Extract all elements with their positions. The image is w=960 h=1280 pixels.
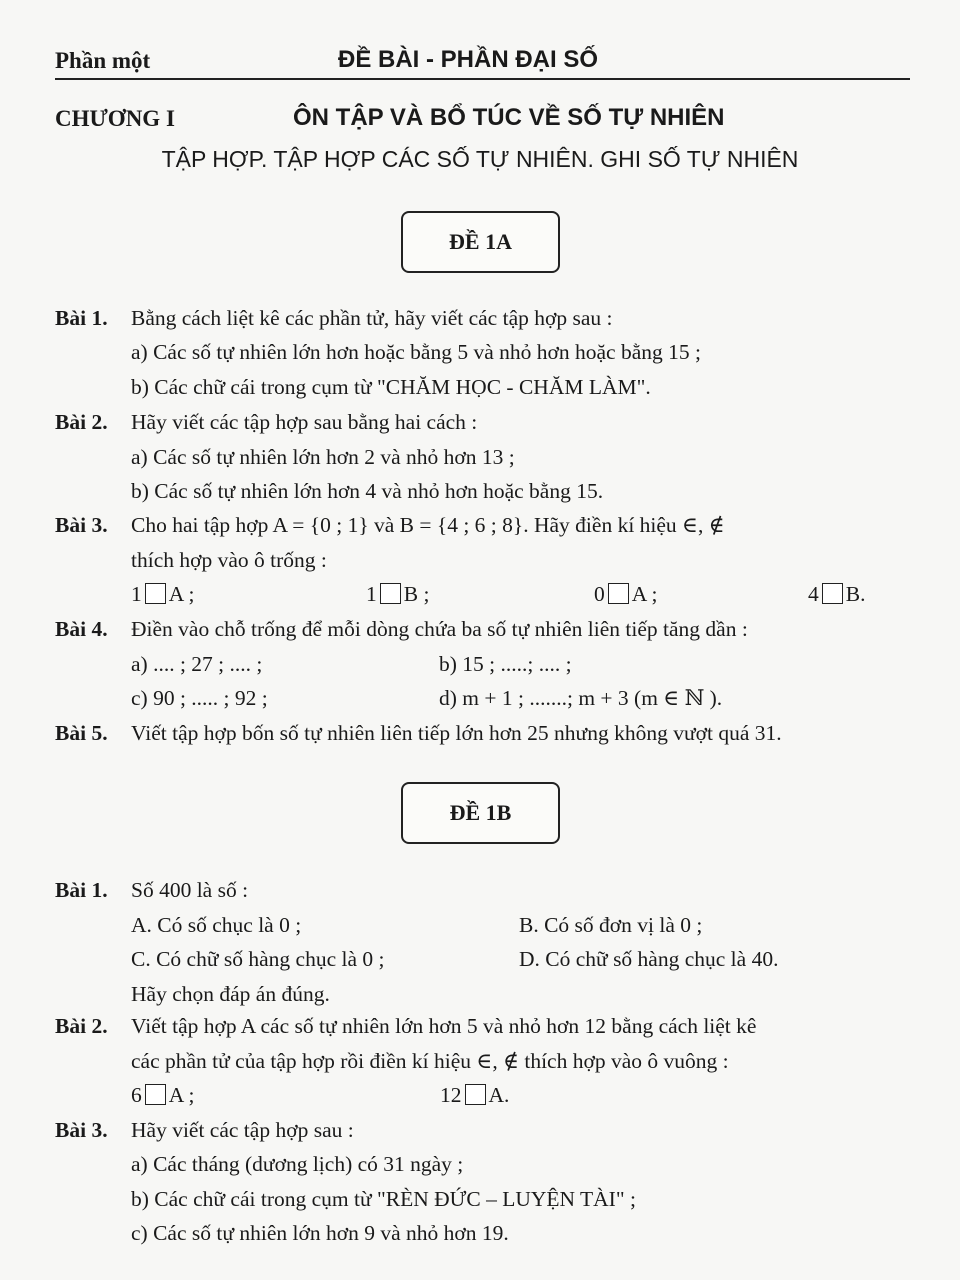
de1a-bai4-label: Bài 4. — [55, 617, 108, 641]
de1b-bai3-text: Hãy viết các tập hợp sau : — [131, 1118, 354, 1142]
de1b-bai2-text2: các phần tử của tập hợp rồi điền kí hiệu ∈, ∉ thích hợp vào ô vuông : — [131, 1049, 729, 1073]
answer-box[interactable] — [145, 1084, 166, 1105]
de1a-bai4-a: a) .... ; 27 ; .... ; — [131, 652, 263, 676]
de1a-bai5-label: Bài 5. — [55, 721, 108, 745]
de1b-bai1-option-b: B. Có số đơn vị là 0 ; — [519, 913, 703, 937]
de1a-bai1-a: a) Các số tự nhiên lớn hơn hoặc bằng 5 và nhỏ hơn hoặc bằng 15 ; — [131, 340, 701, 364]
item-number: 0 — [594, 582, 605, 606]
de1a-bai4-c: c) 90 ; ..... ; 92 ; — [131, 686, 268, 710]
de1a-bai1-text: Bằng cách liệt kê các phần tử, hãy viết các tập hợp sau : — [131, 306, 613, 330]
de1b-bai1-text: Số 400 là số : — [131, 878, 249, 902]
de1a-bai2-a: a) Các số tự nhiên lớn hơn 2 và nhỏ hơn 13 ; — [131, 445, 515, 469]
answer-box[interactable] — [822, 583, 843, 604]
header-divider — [55, 78, 910, 80]
de1a-bai4-b: b) 15 ; .....; .... ; — [439, 652, 572, 676]
de1b-bai2-label: Bài 2. — [55, 1014, 108, 1038]
item-set: A. — [488, 1083, 510, 1107]
de1b-bai2-item-2 — [440, 1083, 509, 1108]
de1a-bai1-b: b) Các chữ cái trong cụm từ "CHĂM HỌC - CHĂM LÀM". — [131, 375, 651, 399]
de1a-bai4-d: d) m + 1 ; .......; m + 3 (m ∈ ℕ ). — [439, 686, 723, 710]
de1b-bai1-option-d: D. Có chữ số hàng chục là 40. — [519, 947, 779, 971]
de1a-bai2-label: Bài 2. — [55, 410, 108, 434]
de1b-bai3-a: a) Các tháng (dương lịch) có 31 ngày ; — [131, 1152, 464, 1176]
de1a-bai3-text: Cho hai tập hợp A = {0 ; 1} và B = {4 ; 6 ; 8}. Hãy điền kí hiệu ∈, ∉ — [131, 513, 725, 537]
de1a-bai3-item-3 — [594, 582, 657, 607]
de1a-bai3-item-2 — [366, 582, 429, 607]
de1b-bai3-b: b) Các chữ cái trong cụm từ "RÈN ĐỨC – LUYỆN TÀI" ; — [131, 1187, 636, 1211]
answer-box[interactable] — [608, 583, 629, 604]
page-title: ĐỀ BÀI - PHẦN ĐẠI SỐ — [338, 46, 599, 73]
item-number: 6 — [131, 1083, 142, 1107]
item-number: 4 — [808, 582, 819, 606]
item-number: 12 — [440, 1083, 462, 1107]
de-1b-title-box — [401, 782, 560, 844]
answer-box[interactable] — [465, 1084, 486, 1105]
item-set: A ; — [631, 582, 658, 606]
de1a-bai2-b: b) Các số tự nhiên lớn hơn 4 và nhỏ hơn hoặc bằng 15. — [131, 479, 604, 503]
de-1b-title: ĐỀ 1B — [449, 800, 512, 825]
part-label: Phần một — [55, 48, 151, 73]
de1a-bai3-item-4 — [808, 582, 865, 607]
answer-box[interactable] — [380, 583, 401, 604]
de1a-bai2-text: Hãy viết các tập hợp sau bằng hai cách : — [131, 410, 478, 434]
de1b-bai1-option-c: C. Có chữ số hàng chục là 0 ; — [131, 947, 385, 971]
de1a-bai5-text: Viết tập hợp bốn số tự nhiên liên tiếp lớn hơn 25 nhưng không vượt quá 31. — [131, 721, 782, 745]
de1a-bai3-text2: thích hợp vào ô trống : — [131, 548, 327, 572]
de1b-bai3-c: c) Các số tự nhiên lớn hơn 9 và nhỏ hơn 19. — [131, 1221, 509, 1245]
item-set: B. — [845, 582, 866, 606]
de1b-bai1-prompt: Hãy chọn đáp án đúng. — [131, 982, 330, 1006]
de-1a-title: ĐỀ 1A — [449, 229, 512, 254]
item-set: B ; — [403, 582, 430, 606]
item-number: 1 — [366, 582, 377, 606]
de1b-bai1-label: Bài 1. — [55, 878, 108, 902]
de1b-bai1-option-a: A. Có số chục là 0 ; — [131, 913, 302, 937]
answer-box[interactable] — [145, 583, 166, 604]
item-set: A ; — [168, 1083, 195, 1107]
de1b-bai2-text: Viết tập hợp A các số tự nhiên lớn hơn 5 và nhỏ hơn 12 bằng cách liệt kê — [131, 1014, 757, 1038]
chapter-label: CHƯƠNG I — [55, 106, 175, 131]
de1a-bai3-item-1 — [131, 582, 194, 607]
de-1a-title-box — [401, 211, 560, 273]
de1a-bai1-label: Bài 1. — [55, 306, 108, 330]
de1a-bai4-text: Điền vào chỗ trống để mỗi dòng chứa ba số tự nhiên liên tiếp tăng dần : — [131, 617, 748, 641]
de1b-bai2-item-1 — [131, 1083, 194, 1108]
chapter-subtitle: TẬP HỢP. TẬP HỢP CÁC SỐ TỰ NHIÊN. GHI SỐ TỰ NHIÊN — [161, 146, 799, 172]
de1b-bai3-label: Bài 3. — [55, 1118, 108, 1142]
de1a-bai3-label: Bài 3. — [55, 513, 108, 537]
item-number: 1 — [131, 582, 142, 606]
chapter-title: ÔN TẬP VÀ BỔ TÚC VỀ SỐ TỰ NHIÊN — [293, 104, 725, 131]
item-set: A ; — [168, 582, 195, 606]
